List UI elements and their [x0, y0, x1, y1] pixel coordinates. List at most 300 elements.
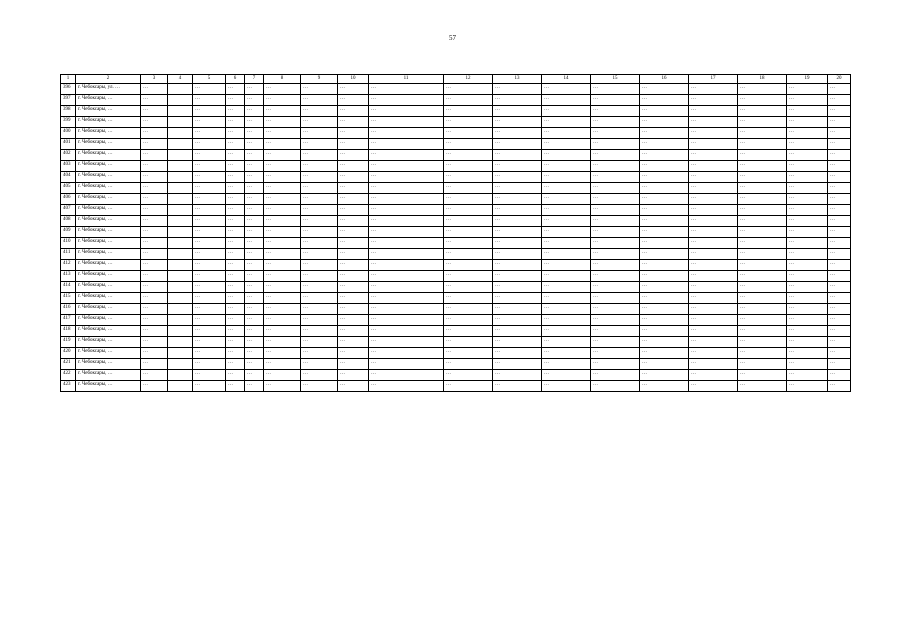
table-cell: … [245, 106, 264, 117]
table-cell: … [301, 150, 338, 161]
col-header: 3 [141, 75, 168, 84]
table-cell: … [193, 315, 226, 326]
table-cell: … [369, 128, 444, 139]
table-cell: … [245, 370, 264, 381]
table-cell: … [493, 381, 542, 392]
table-cell: … [787, 227, 828, 238]
table-cell [168, 117, 193, 128]
table-cell: … [591, 282, 640, 293]
table-cell: … [226, 348, 245, 359]
col-header: 12 [444, 75, 493, 84]
table-cell: … [444, 370, 493, 381]
table-cell: 414 [61, 282, 76, 293]
table-cell: … [338, 260, 369, 271]
table-cell: … [264, 260, 301, 271]
col-header: 18 [738, 75, 787, 84]
table-cell: … [787, 348, 828, 359]
table-cell [168, 183, 193, 194]
table-cell: г. Чебоксары, … [76, 128, 141, 139]
table-cell [168, 161, 193, 172]
page-number: 57 [449, 34, 456, 42]
table-cell: г. Чебоксары, … [76, 337, 141, 348]
table-cell [168, 293, 193, 304]
table-cell: … [301, 183, 338, 194]
table-cell: … [640, 95, 689, 106]
table-cell: … [226, 172, 245, 183]
table-cell: г. Чебоксары, … [76, 381, 141, 392]
table-cell: 397 [61, 95, 76, 106]
table-cell: … [369, 194, 444, 205]
table-cell: … [542, 293, 591, 304]
table-cell: … [640, 271, 689, 282]
table-cell: г. Чебоксары, … [76, 227, 141, 238]
table-cell: … [787, 150, 828, 161]
table-cell: … [141, 359, 168, 370]
table-cell: … [338, 315, 369, 326]
table-cell: … [542, 315, 591, 326]
table-row [61, 271, 851, 282]
table-cell: … [738, 194, 787, 205]
table-cell: … [338, 381, 369, 392]
table-cell: … [828, 271, 851, 282]
table-row [61, 194, 851, 205]
table-cell: … [591, 139, 640, 150]
table-cell: … [689, 271, 738, 282]
table-cell: … [141, 370, 168, 381]
col-header: 8 [264, 75, 301, 84]
table-cell: … [226, 238, 245, 249]
table-cell: … [640, 348, 689, 359]
table-cell: … [787, 95, 828, 106]
table-cell: … [369, 326, 444, 337]
table-cell: … [591, 194, 640, 205]
table-cell: … [444, 128, 493, 139]
table-cell: … [787, 139, 828, 150]
table-row [61, 238, 851, 249]
table-cell: … [301, 84, 338, 95]
table-row [61, 106, 851, 117]
table-cell: … [193, 304, 226, 315]
table-cell: … [226, 381, 245, 392]
table-cell: … [245, 304, 264, 315]
table-cell: … [493, 84, 542, 95]
table-cell: … [591, 304, 640, 315]
table-cell [168, 282, 193, 293]
table-cell: … [689, 161, 738, 172]
table-cell: г. Чебоксары, … [76, 117, 141, 128]
table-cell: … [828, 315, 851, 326]
table-cell: … [338, 205, 369, 216]
table-cell: … [444, 150, 493, 161]
table-cell: … [369, 106, 444, 117]
table-cell: … [640, 172, 689, 183]
table-cell: … [591, 370, 640, 381]
table-cell: … [640, 359, 689, 370]
table-cell: 418 [61, 326, 76, 337]
table-cell: … [640, 304, 689, 315]
table-cell: … [591, 150, 640, 161]
table-cell: … [141, 381, 168, 392]
table-cell: … [369, 227, 444, 238]
table-cell: … [338, 282, 369, 293]
table-cell: … [738, 227, 787, 238]
table-cell: … [369, 183, 444, 194]
table-cell: … [542, 260, 591, 271]
table-cell: … [193, 183, 226, 194]
table-cell: … [493, 161, 542, 172]
col-header: 10 [338, 75, 369, 84]
table-row [61, 359, 851, 370]
table-cell: … [141, 227, 168, 238]
table-cell: … [245, 84, 264, 95]
table-cell: … [828, 326, 851, 337]
table-cell: … [738, 260, 787, 271]
table-cell: … [141, 84, 168, 95]
table-cell: … [264, 139, 301, 150]
table-cell: г. Чебоксары, … [76, 139, 141, 150]
table-cell: … [245, 249, 264, 260]
table-cell: … [542, 326, 591, 337]
table-cell: … [542, 84, 591, 95]
table-cell: … [444, 95, 493, 106]
table-cell: … [226, 326, 245, 337]
table-cell: 419 [61, 337, 76, 348]
table-cell [168, 84, 193, 95]
table-cell: … [689, 249, 738, 260]
col-header: 20 [828, 75, 851, 84]
table-row [61, 337, 851, 348]
table-cell: … [787, 359, 828, 370]
table-cell: … [264, 359, 301, 370]
table-row [61, 216, 851, 227]
table-cell: … [193, 117, 226, 128]
table-cell: … [141, 128, 168, 139]
table-cell: … [828, 216, 851, 227]
table-cell: … [787, 205, 828, 216]
table-cell: … [542, 150, 591, 161]
table-cell [168, 95, 193, 106]
table-cell: … [689, 260, 738, 271]
table-cell: … [591, 271, 640, 282]
table-cell: г. Чебоксары, … [76, 238, 141, 249]
table-cell: … [828, 238, 851, 249]
table-cell: … [193, 282, 226, 293]
table-cell: … [828, 172, 851, 183]
table-cell: … [193, 293, 226, 304]
table-cell [168, 381, 193, 392]
table-cell: … [493, 315, 542, 326]
table-cell: … [193, 370, 226, 381]
table-cell: … [738, 315, 787, 326]
table-row [61, 315, 851, 326]
table-cell: … [542, 337, 591, 348]
table-cell: … [444, 227, 493, 238]
table-cell: … [444, 205, 493, 216]
table-cell: … [193, 161, 226, 172]
table-cell: … [542, 205, 591, 216]
table-cell: г. Чебоксары, … [76, 271, 141, 282]
table-cell: … [738, 293, 787, 304]
table-cell: … [369, 381, 444, 392]
col-header: 9 [301, 75, 338, 84]
table-cell: … [245, 183, 264, 194]
table-row [61, 205, 851, 216]
table-cell: … [689, 216, 738, 227]
table-cell: … [787, 216, 828, 227]
table-cell: … [193, 238, 226, 249]
table-cell: … [264, 117, 301, 128]
table-cell [168, 205, 193, 216]
table-cell: … [301, 370, 338, 381]
table-cell: … [828, 260, 851, 271]
table-cell: … [226, 84, 245, 95]
table-cell: … [141, 337, 168, 348]
table-cell: … [226, 117, 245, 128]
table-cell: … [338, 271, 369, 282]
table-row [61, 117, 851, 128]
table-cell: … [444, 106, 493, 117]
table-cell: … [787, 271, 828, 282]
table-cell: … [828, 227, 851, 238]
table-cell: … [493, 117, 542, 128]
table-cell: … [640, 205, 689, 216]
table-cell: … [301, 315, 338, 326]
table-cell: … [591, 293, 640, 304]
table-cell: … [141, 161, 168, 172]
table-cell: … [369, 139, 444, 150]
table-cell [168, 249, 193, 260]
table-cell: … [640, 238, 689, 249]
table-cell: … [493, 282, 542, 293]
table-cell: … [226, 194, 245, 205]
table-cell: … [738, 150, 787, 161]
table-cell: … [245, 216, 264, 227]
table-cell: … [338, 359, 369, 370]
table-cell [168, 227, 193, 238]
table-cell: … [493, 249, 542, 260]
table-cell: … [369, 161, 444, 172]
table-cell: … [226, 271, 245, 282]
table-cell: … [245, 282, 264, 293]
table-cell: … [245, 172, 264, 183]
table-cell: … [226, 282, 245, 293]
table-cell: … [493, 370, 542, 381]
table-cell: … [738, 238, 787, 249]
table-cell: … [689, 194, 738, 205]
table-cell: … [689, 150, 738, 161]
table-cell: 403 [61, 161, 76, 172]
table-cell: 401 [61, 139, 76, 150]
table-cell: … [338, 106, 369, 117]
table-cell: … [738, 139, 787, 150]
table-cell: … [226, 227, 245, 238]
table-cell: … [264, 337, 301, 348]
table-cell: … [226, 359, 245, 370]
table-cell: 402 [61, 150, 76, 161]
table-cell: … [369, 359, 444, 370]
table-cell: … [141, 249, 168, 260]
table-cell: … [245, 194, 264, 205]
table-cell: … [542, 249, 591, 260]
table-cell: … [640, 293, 689, 304]
table-cell: … [444, 304, 493, 315]
table-cell: … [828, 381, 851, 392]
table-cell: … [738, 161, 787, 172]
table-cell: … [444, 337, 493, 348]
col-header: 4 [168, 75, 193, 84]
table-cell: … [444, 293, 493, 304]
col-header: 5 [193, 75, 226, 84]
table-cell: … [245, 139, 264, 150]
table-cell: г. Чебоксары, … [76, 216, 141, 227]
table-cell: … [338, 139, 369, 150]
table-cell: … [493, 227, 542, 238]
table-cell: … [369, 95, 444, 106]
table-cell: … [591, 216, 640, 227]
table-cell: … [226, 304, 245, 315]
table-cell: … [264, 315, 301, 326]
table-cell: … [787, 315, 828, 326]
table-cell: … [591, 128, 640, 139]
table-cell: … [245, 128, 264, 139]
table-cell: … [369, 150, 444, 161]
table-cell: 413 [61, 271, 76, 282]
table-cell: г. Чебоксары, … [76, 106, 141, 117]
table-cell: … [493, 128, 542, 139]
table-cell: … [444, 139, 493, 150]
table-cell: … [591, 161, 640, 172]
table-cell: … [542, 271, 591, 282]
table-cell: … [828, 95, 851, 106]
table-cell: … [193, 271, 226, 282]
table-cell: … [542, 128, 591, 139]
table-cell: … [264, 326, 301, 337]
table-row [61, 282, 851, 293]
table-cell: … [828, 183, 851, 194]
table-cell: … [493, 348, 542, 359]
table-cell: … [264, 282, 301, 293]
table-cell: … [787, 238, 828, 249]
table-cell: … [738, 172, 787, 183]
table-cell: … [369, 315, 444, 326]
table-cell: … [542, 381, 591, 392]
table-cell: … [493, 205, 542, 216]
col-header: 17 [689, 75, 738, 84]
table-cell: 409 [61, 227, 76, 238]
table-cell: … [493, 271, 542, 282]
table-cell: 421 [61, 359, 76, 370]
table-cell: … [301, 381, 338, 392]
table-cell: … [542, 227, 591, 238]
table-cell: … [338, 293, 369, 304]
table-cell: … [542, 95, 591, 106]
table-row [61, 381, 851, 392]
table-row [61, 139, 851, 150]
table-cell: … [226, 370, 245, 381]
table-cell: … [338, 326, 369, 337]
table-cell: … [141, 271, 168, 282]
table-cell [168, 128, 193, 139]
table-cell: 415 [61, 293, 76, 304]
table-cell: … [226, 315, 245, 326]
table-cell: … [787, 106, 828, 117]
table-cell: г. Чебоксары, … [76, 326, 141, 337]
table-cell: … [444, 282, 493, 293]
table-cell: … [591, 106, 640, 117]
table-cell: … [245, 260, 264, 271]
table-cell: … [828, 293, 851, 304]
table-cell: … [828, 106, 851, 117]
table-cell: … [444, 216, 493, 227]
table-cell: … [369, 304, 444, 315]
table-cell: … [591, 348, 640, 359]
table-cell: … [301, 205, 338, 216]
table-cell: … [738, 359, 787, 370]
table-cell: г. Чебоксары, … [76, 304, 141, 315]
table-cell: … [591, 205, 640, 216]
table-cell: … [369, 117, 444, 128]
table-cell: … [493, 304, 542, 315]
table-cell [168, 139, 193, 150]
table-row [61, 172, 851, 183]
table-cell: … [301, 293, 338, 304]
col-header: 6 [226, 75, 245, 84]
table-cell: … [338, 238, 369, 249]
table-cell: … [444, 348, 493, 359]
table-cell: … [141, 216, 168, 227]
table-cell: … [787, 326, 828, 337]
table-cell: … [245, 161, 264, 172]
table-cell: … [264, 150, 301, 161]
table-cell: … [264, 161, 301, 172]
table-cell: … [689, 381, 738, 392]
table-cell: … [828, 139, 851, 150]
table-row [61, 348, 851, 359]
table-cell: … [338, 172, 369, 183]
table-cell: … [193, 359, 226, 370]
table-cell: … [301, 304, 338, 315]
table-cell: … [264, 370, 301, 381]
table-cell: … [689, 183, 738, 194]
table-cell: … [338, 227, 369, 238]
table-cell: г. Чебоксары, … [76, 260, 141, 271]
table-cell: … [338, 95, 369, 106]
table-cell: … [591, 227, 640, 238]
table-cell: … [369, 249, 444, 260]
table-cell: … [689, 348, 738, 359]
table-cell: 400 [61, 128, 76, 139]
table-cell: … [493, 95, 542, 106]
table-cell: … [338, 84, 369, 95]
table-cell: … [689, 139, 738, 150]
table-cell: … [141, 106, 168, 117]
col-header: 15 [591, 75, 640, 84]
data-table [60, 74, 851, 392]
table-cell: … [689, 304, 738, 315]
table-cell: 404 [61, 172, 76, 183]
table-cell: … [301, 249, 338, 260]
table-cell: … [369, 260, 444, 271]
table-cell: … [301, 139, 338, 150]
table-cell: … [338, 183, 369, 194]
table-cell: … [245, 381, 264, 392]
table-cell: … [738, 216, 787, 227]
table-cell: 407 [61, 205, 76, 216]
table-cell: … [245, 238, 264, 249]
table-cell: … [264, 216, 301, 227]
table-cell [168, 271, 193, 282]
table-cell: … [493, 194, 542, 205]
